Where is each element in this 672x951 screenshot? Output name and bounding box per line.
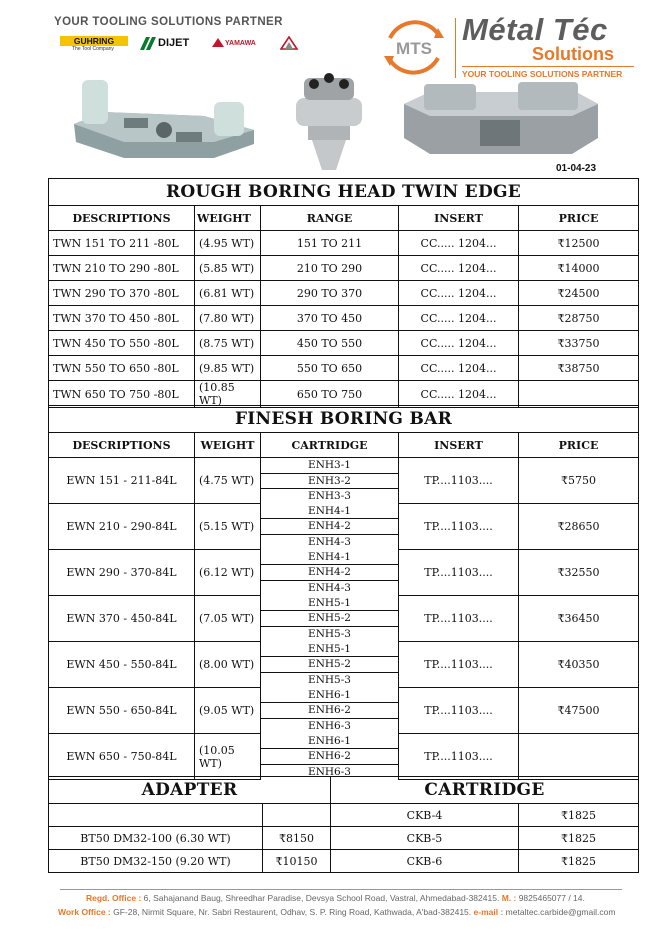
mts-logo-text: MTS	[396, 39, 432, 58]
table-row	[49, 458, 639, 504]
col-header-range: RANGE	[261, 206, 399, 231]
table-row	[49, 306, 639, 331]
cell-range: 650 TO 750	[261, 381, 399, 408]
yamawa-logo	[212, 38, 262, 52]
rough-title-row	[49, 179, 639, 206]
finish-table-title: FINESH BORING BAR	[49, 406, 639, 433]
guhring-subline: The Tool Company	[72, 46, 114, 52]
cell-insert: CC..... 1204...	[399, 381, 519, 408]
finish-table-body	[49, 458, 639, 780]
col-header-descriptions: DESCRIPTIONS	[49, 433, 195, 458]
col-header-descriptions: DESCRIPTIONS	[49, 206, 195, 231]
cartridge-code: ENH6-1	[261, 688, 398, 704]
cell-description: TWN 550 TO 650 -80L	[49, 356, 195, 381]
cartridge-code: ENH4-1	[261, 504, 398, 520]
table-row	[49, 804, 639, 827]
cell-adapter-price: ₹10150	[263, 850, 331, 873]
cell-weight: (5.15 WT)	[195, 504, 261, 550]
col-header-cartridge: CARTRIDGE	[261, 433, 399, 458]
cell-adapter-price	[263, 804, 331, 827]
cell-price: ₹33750	[519, 331, 639, 356]
cartridge-code: ENH3-2	[261, 474, 398, 490]
finish-header-row	[49, 433, 639, 458]
cell-description: TWN 151 TO 211 -80L	[49, 231, 195, 256]
table-row	[49, 256, 639, 281]
cartridge-code: ENH4-2	[261, 519, 398, 535]
cell-insert: TP....1103....	[399, 642, 519, 688]
cell-price: ₹14000	[519, 256, 639, 281]
cartridge-code: ENH5-2	[261, 657, 398, 673]
cell-insert: TP....1103....	[399, 458, 519, 504]
cartridge-title: CARTRIDGE	[331, 777, 639, 804]
table-row	[49, 381, 639, 408]
boring-bar-image	[286, 70, 372, 170]
cell-weight: (9.85 WT)	[195, 356, 261, 381]
table-row	[49, 850, 639, 873]
cell-weight: (10.05 WT)	[195, 734, 261, 780]
finish-title-row	[49, 406, 639, 433]
cell-cartridges	[261, 596, 399, 642]
cell-price	[519, 734, 639, 780]
cell-adapter-desc: BT50 DM32-100 (6.30 WT)	[49, 827, 263, 850]
cell-insert: TP....1103....	[399, 734, 519, 780]
table-row	[49, 596, 639, 642]
dijet-logo	[138, 37, 202, 51]
cell-weight: (10.85 WT)	[195, 381, 261, 408]
cell-cartridge-code: CKB-6	[331, 850, 519, 873]
cell-insert: TP....1103....	[399, 688, 519, 734]
cell-insert: TP....1103....	[399, 504, 519, 550]
cell-price: ₹36450	[519, 596, 639, 642]
rough-table-body	[49, 231, 639, 408]
dijet-mark-icon	[138, 37, 156, 50]
logo-divider	[455, 18, 456, 78]
table-row	[49, 281, 639, 306]
cell-description: EWN 370 - 450-84L	[49, 596, 195, 642]
cell-cartridges	[261, 734, 399, 780]
cell-cartridge-code: CKB-5	[331, 827, 519, 850]
cartridge-code: ENH6-3	[308, 765, 351, 778]
regd-office-address: 6, Sahajanand Baug, Shreedhar Paradise, Devsya School Road, Vastral, Ahmedabad-382415.	[143, 893, 500, 903]
cell-insert: CC..... 1204...	[399, 356, 519, 381]
cell-description: EWN 290 - 370-84L	[49, 550, 195, 596]
twin-edge-head-image	[64, 72, 264, 162]
adapter-cartridge-table	[48, 776, 639, 873]
adapter-cartridge-body	[49, 804, 639, 873]
adapter-title: ADAPTER	[49, 777, 331, 804]
cell-insert: CC..... 1204...	[399, 231, 519, 256]
cell-insert: CC..... 1204...	[399, 306, 519, 331]
cell-description: EWN 650 - 750-84L	[49, 734, 195, 780]
regd-office-label: Regd. Office :	[86, 893, 142, 903]
rough-boring-table	[48, 178, 639, 408]
email-label: e-mail :	[473, 907, 504, 917]
cell-description: EWN 550 - 650-84L	[49, 688, 195, 734]
cartridge-code: ENH4-3	[308, 581, 351, 594]
cell-description: TWN 650 TO 750 -80L	[49, 381, 195, 408]
table-row	[49, 231, 639, 256]
cell-description: TWN 450 TO 550 -80L	[49, 331, 195, 356]
mobile-label: M. :	[501, 893, 517, 903]
cell-cartridges	[261, 504, 399, 550]
cell-description: TWN 370 TO 450 -80L	[49, 306, 195, 331]
work-office-address: GF-28, Nirmit Square, Nr. Sabri Restaurent, Odhav, S. P. Ring Road, Kathwada, A'bad-382415.	[113, 907, 472, 917]
cartridge-code: ENH6-3	[308, 719, 351, 732]
cell-description: TWN 290 TO 370 -80L	[49, 281, 195, 306]
cell-adapter-price: ₹8150	[263, 827, 331, 850]
mobile-number: 9825465077 / 14.	[518, 893, 585, 903]
rough-header-row	[49, 206, 639, 231]
cell-range: 210 TO 290	[261, 256, 399, 281]
cell-price: ₹24500	[519, 281, 639, 306]
finish-boring-table	[48, 405, 639, 780]
cartridge-code: ENH5-3	[308, 627, 351, 640]
guhring-logo	[60, 36, 128, 52]
cell-insert: CC..... 1204...	[399, 256, 519, 281]
table-row	[49, 642, 639, 688]
cell-price: ₹38750	[519, 356, 639, 381]
cell-weight: (4.75 WT)	[195, 458, 261, 504]
cartridge-code: ENH4-3	[308, 535, 351, 548]
yamawa-wordmark: YAMAWA	[225, 40, 256, 47]
cell-cartridges	[261, 688, 399, 734]
cell-cartridge-price: ₹1825	[519, 850, 639, 873]
cell-insert: TP....1103....	[399, 596, 519, 642]
cartridge-code: ENH4-2	[261, 565, 398, 581]
cell-price: ₹28650	[519, 504, 639, 550]
cell-cartridges	[261, 550, 399, 596]
email-address[interactable]: metaltec.carbide@gmail.com	[505, 907, 616, 917]
cell-cartridge-price: ₹1825	[519, 804, 639, 827]
cell-cartridge-price: ₹1825	[519, 827, 639, 850]
cell-price: ₹5750	[519, 458, 639, 504]
cell-weight: (8.75 WT)	[195, 331, 261, 356]
cell-insert: CC..... 1204...	[399, 281, 519, 306]
table-row	[49, 331, 639, 356]
adapter-cartridge-title-row	[49, 777, 639, 804]
cell-insert: CC..... 1204...	[399, 331, 519, 356]
table-row	[49, 550, 639, 596]
cell-range: 151 TO 211	[261, 231, 399, 256]
mts-logo-icon	[378, 16, 450, 78]
footer-divider	[60, 889, 622, 890]
cell-weight: (6.81 WT)	[195, 281, 261, 306]
yamawa-mark-icon	[212, 38, 224, 47]
header-tagline: YOUR TOOLING SOLUTIONS PARTNER	[54, 16, 283, 28]
cartridge-code: ENH5-1	[261, 596, 398, 612]
dijet-wordmark: DIJET	[158, 37, 190, 49]
table-row	[49, 504, 639, 550]
logo-underline	[462, 66, 634, 67]
cell-cartridges	[261, 458, 399, 504]
footer-work-office	[58, 907, 615, 917]
document-date: 01-04-23	[556, 163, 597, 174]
cell-weight: (9.05 WT)	[195, 688, 261, 734]
cell-description: EWN 450 - 550-84L	[49, 642, 195, 688]
col-header-insert: INSERT	[399, 206, 519, 231]
cell-price: ₹12500	[519, 231, 639, 256]
col-header-insert: INSERT	[399, 433, 519, 458]
cell-price	[519, 381, 639, 408]
guhring-wordmark: GUHRING	[60, 36, 128, 46]
table-row	[49, 356, 639, 381]
cell-cartridges	[261, 642, 399, 688]
work-office-label: Work Office :	[58, 907, 111, 917]
cell-insert: TP....1103....	[399, 550, 519, 596]
cell-cartridge-code: CKB-4	[331, 804, 519, 827]
cartridge-code: ENH5-1	[261, 642, 398, 658]
cell-weight: (8.00 WT)	[195, 642, 261, 688]
cell-range: 450 TO 550	[261, 331, 399, 356]
cell-price: ₹47500	[519, 688, 639, 734]
cell-description: EWN 210 - 290-84L	[49, 504, 195, 550]
table-row	[49, 827, 639, 850]
cartridge-code: ENH3-3	[308, 490, 351, 502]
col-header-weight: WEIGHT	[195, 206, 261, 231]
cell-description: EWN 151 - 211-84L	[49, 458, 195, 504]
cartridge-code: ENH3-1	[261, 458, 398, 474]
cartridge-code: ENH5-3	[308, 673, 351, 686]
cartridge-code: ENH6-2	[261, 703, 398, 719]
brand-logos	[60, 36, 310, 54]
cell-weight: (5.85 WT)	[195, 256, 261, 281]
cell-range: 370 TO 450	[261, 306, 399, 331]
logo-tagline: YOUR TOOLING SOLUTIONS PARTNER	[462, 69, 623, 79]
table-row	[49, 688, 639, 734]
col-header-weight: WEIGHT	[195, 433, 261, 458]
cell-weight: (7.05 WT)	[195, 596, 261, 642]
cell-range: 290 TO 370	[261, 281, 399, 306]
col-header-price: PRICE	[519, 433, 639, 458]
adapter-image	[400, 76, 600, 158]
cartridge-code: ENH6-2	[261, 749, 398, 765]
cell-description: TWN 210 TO 290 -80L	[49, 256, 195, 281]
cell-weight: (6.12 WT)	[195, 550, 261, 596]
cartridge-code: ENH6-1	[261, 734, 398, 750]
cartridge-code: ENH4-1	[261, 550, 398, 566]
col-header-price: PRICE	[519, 206, 639, 231]
cell-range: 550 TO 650	[261, 356, 399, 381]
cell-price: ₹40350	[519, 642, 639, 688]
logo-title: Métal Téc	[462, 12, 608, 47]
footer-regd-office	[86, 893, 585, 903]
cell-price: ₹32550	[519, 550, 639, 596]
cell-weight: (7.80 WT)	[195, 306, 261, 331]
cell-price: ₹28750	[519, 306, 639, 331]
cartridge-code: ENH5-2	[261, 611, 398, 627]
table-row	[49, 734, 639, 780]
logo-subtitle: Solutions	[532, 44, 614, 64]
cell-adapter-desc	[49, 804, 263, 827]
cell-weight: (4.95 WT)	[195, 231, 261, 256]
cell-adapter-desc: BT50 DM32-150 (9.20 WT)	[49, 850, 263, 873]
fourth-brand-mark-icon	[280, 36, 300, 50]
rough-table-title: ROUGH BORING HEAD TWIN EDGE	[49, 179, 639, 206]
